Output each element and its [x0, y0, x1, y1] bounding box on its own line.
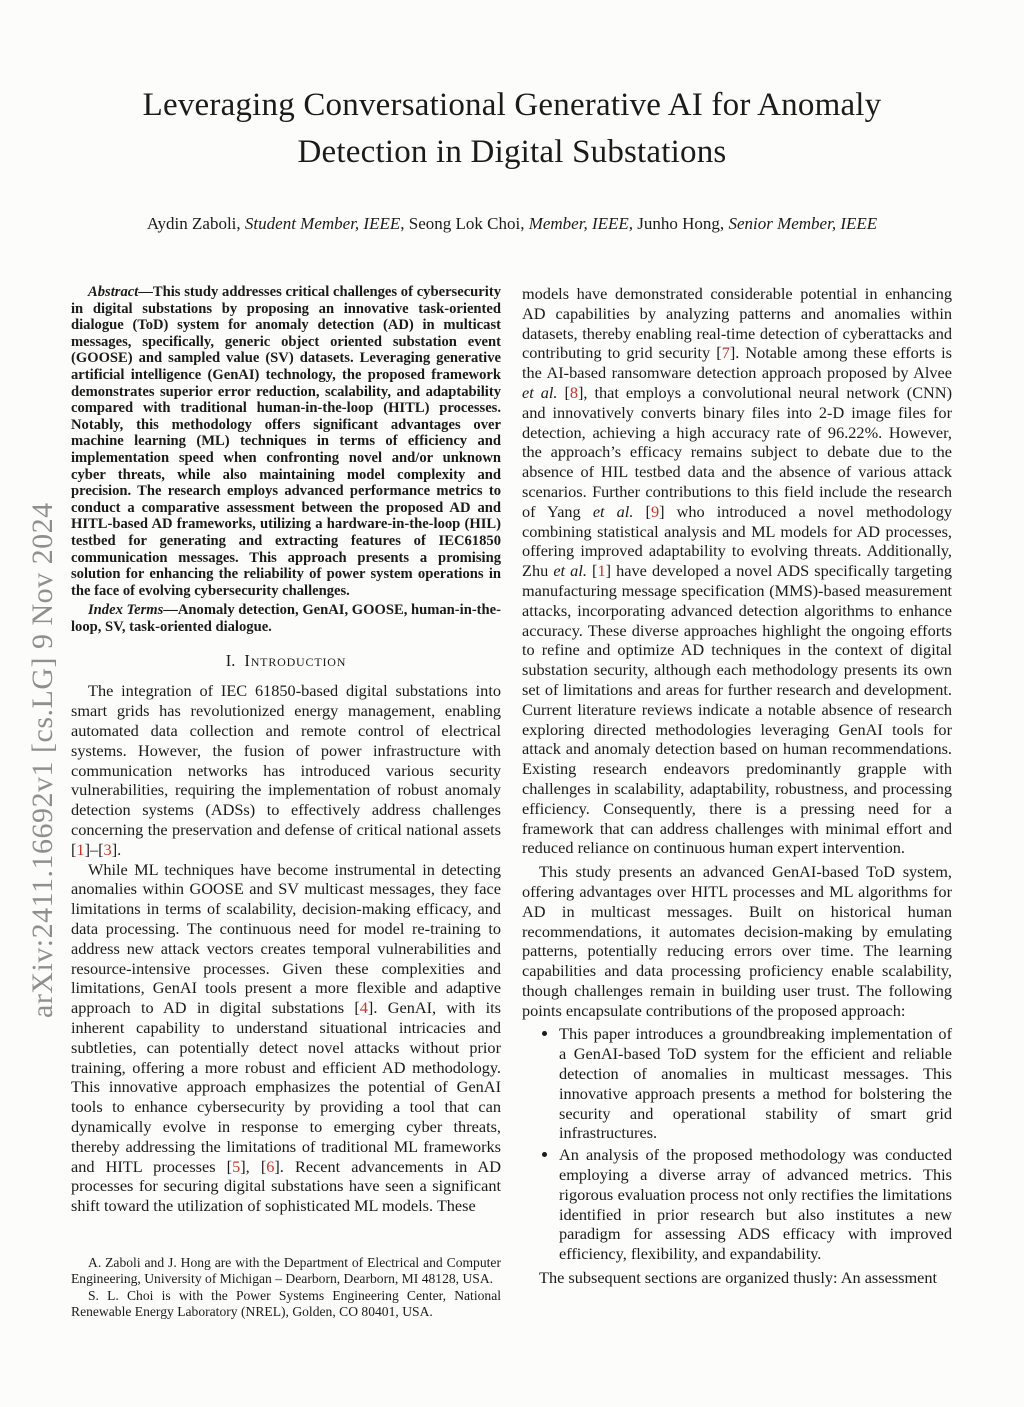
closing-paragraph-line: The subsequent sections are organized thusly: An assessment	[539, 1268, 938, 1288]
intro-paragraph-1: The integration of IEC 61850-based digital substations into smart grids has revolutionized energy management, enabling automated data collection and remote control of electrical systems. However, the fusion of power infrastructure with communication networks has introduced various security vulnerabilities, requiring the implementation of robust anomaly detection systems (ADSs) to effectively address challenges concerning the preservation and defense of critical national assets [1]–[3].	[71, 681, 501, 859]
footnote-line-2: S. L. Choi is with the Power Systems Engineering Center, National Renewable Energy Laboratory (NREL), Golden, CO 80401, USA.	[71, 1287, 501, 1319]
paper-page	[0, 82, 1024, 1320]
contribution-item-1: • This paper introduces a groundbreaking implementation of a GenAI-based ToD system for the efficient and reliable detection of anomalies in multicast messages. This innovative approach presents a method for bolstering the security and operational stability of smart grid infrastructures.	[559, 1024, 952, 1143]
section-number: I.	[225, 651, 236, 671]
intro-paragraph-2: While ML techniques have become instrumental in detecting anomalies within GOOSE and SV multicast messages, they face limitations in terms of scalability, decision-making efficacy, and data processing. The continuous need for model re-training to address new attack vectors creates temporal vulnerabilities and resource-intensive processes. Given these complexities and limitations, GenAI tools present a more flexible and adaptive approach to AD in digital substations [4]. GenAI, with its inherent capability to understand situational intricacies and subtleties, can potentially detect novel attacks without prior training, offering a more robust and efficient AD methodology. This innovative approach emphasizes the potential of GenAI tools to enhance cybersecurity by providing a tool that can dynamically evolve in response to emerging cyber threats, thereby addressing the limitations of traditional ML frameworks and HITL processes [5], [6]. Recent advancements in AD processes for securing digital substations have seen a significant shift toward the utilization of sophisticated ML models. These	[71, 859, 502, 1216]
section-title: Introduction	[244, 651, 347, 671]
contribution-item-2: • An analysis of the proposed methodology was conducted employing a diverse array of advanced metrics. This rigorous evaluation process not only rectifies the limitations identified in prior research but also institutes a new paradigm for assessing ADS efficacy with improved efficiency, flexibility, and expandability.	[559, 1145, 952, 1264]
intro-paragraph-2-continued: models have demonstrated considerable potential in enhancing AD capabilities by analyzing patterns and anomalies within datasets, thereby enabling real-time detection of cyberattacks and contributing to grid security [7]. Notable among these efforts is the AI-based ransomware detection approach proposed by Alvee et al. [8], that employs a convolutional neural network (CNN) and innovatively converts binary files into 2-D image files for detection, achieving a high accuracy rate of 96.22%. However, the approach’s efficacy remains subject to debate due to the absence of HIL testbed data and the absence of various attack scenarios. Further contributions to this field include the research of Yang et al. [9] who introduced a novel methodology combining statistical analysis and ML models for AD processes, offering improved adaptability to evolving threats. Additionally, Zhu et al. [1] have developed a novel ADS specifically targeting manufacturing message specification (MMS)-based measurement attacks, incorporating advanced detection algorithms to enhance accuracy. These diverse approaches highlight the ongoing efforts to refine and optimize AD techniques in the context of digital substation security, although each methodology presents its own set of limitations and areas for further research and development. Current literature reviews indicate a notable absence of research exploring directed methodologies leveraging GenAI tools for attack and anomaly detection based on human recommendations. Existing research endeavors predominantly grapple with challenges in scalability, adaptability, robustness, and processing efficiency. Consequently, there is a pressing need for a framework that can address challenges with minimal effort and reduced reliance on continuous human expert intervention.	[522, 284, 953, 858]
section-heading-introduction	[71, 651, 501, 671]
abstract: Abstract—This study addresses critical challenges of cybersecurity in digital substations by proposing an innovative task-oriented dialogue (ToD) system for anomaly detection (AD) in multicast messages, specifically, generic object oriented substation event (GOOSE) and sampled value (SV) datasets. Leveraging generative artificial intelligence (GenAI) technology, the proposed framework demonstrates superior error reduction, scalability, and adaptability compared with traditional human-in-the-loop (HITL) processes. Notably, this methodology offers significant advantages over machine learning (ML) techniques in terms of efficiency and implementation speed when confronting novel and/or unknown cyber threats, while also maintaining model complexity and precision. The research employs advanced performance metrics to conduct a comparative assessment between the proposed AD and HITL-based AD frameworks, utilizing a hardware-in-the-loop (HIL) testbed for generating and extracting features of IEC61850 communication messages. This approach presents a promising solution for enhancing the reliability of power system operations in the face of evolving cybersecurity challenges.	[71, 284, 501, 599]
author-line: Aydin Zaboli, Student Member, IEEE, Seong Lok Choi, Member, IEEE, Junho Hong, Senior Member, IEEE	[146, 214, 878, 233]
index-terms: Index Terms—Anomaly detection, GenAI, GOOSE, human-in-the-loop, SV, task-oriented dialogue.	[71, 602, 501, 635]
right-column	[522, 284, 952, 1288]
paper-title: Leveraging Conversational Generative AI for Anomaly Detection in Digital Substations	[142, 87, 882, 170]
author-affiliations-footnote	[71, 1255, 501, 1320]
intro-paragraph-3: This study presents an advanced GenAI-based ToD system, offering advantages over HITL processes and ML algorithms for AD in multicast messages. Built on historical human recommendations, it automates decision-making by emulating patterns, potentially reducing errors over time. The learning capabilities and data processing proficiency enable scalability, though challenges remain in building user trust. The following points encapsulate contributions of the proposed approach:	[522, 862, 952, 1020]
left-column	[71, 284, 501, 1320]
footnote-line-1: A. Zaboli and J. Hong are with the Department of Electrical and Computer Engineering, University of Michigan – Dearborn, Dearborn, MI 48128, USA.	[71, 1255, 501, 1287]
contributions-list	[522, 1024, 952, 1264]
arxiv-watermark: arXiv:2411.16692v1 [cs.LG] 9 Nov 2024	[26, 502, 59, 1018]
two-column-layout	[0, 284, 1024, 1320]
